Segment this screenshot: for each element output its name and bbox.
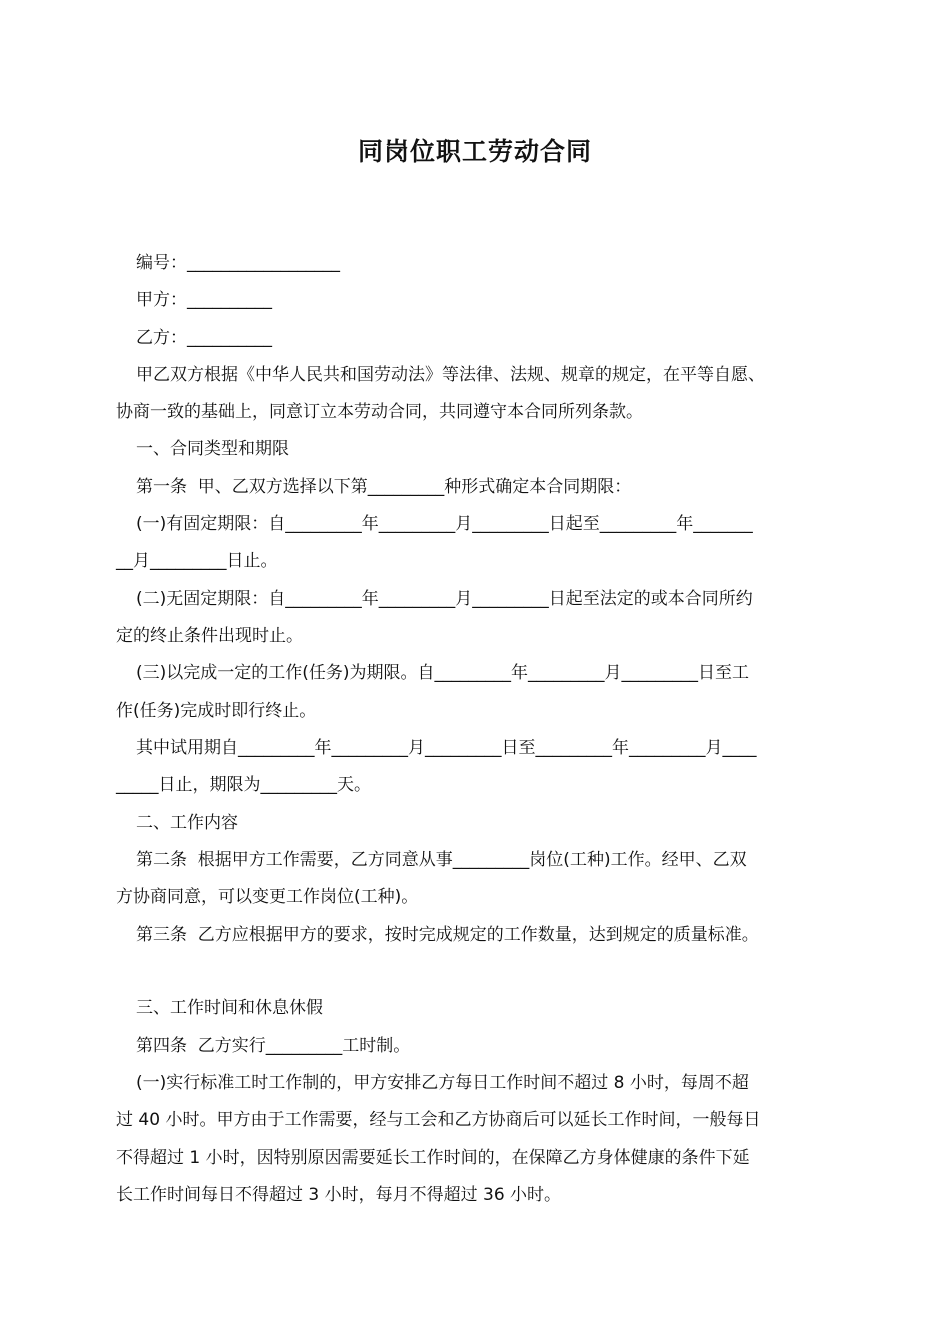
standard-hours-line-4: 长工作时间每日不得超过 3 小时，每月不得超过 36 小时。 (116, 1185, 562, 1205)
task-term-line-1: (三)以完成一定的工作(任务)为期限。自_________年_________月_________日至工 (136, 663, 750, 683)
probation-line-2: _____日止，期限为_________天。 (116, 775, 371, 795)
section-heading-1: 一、合同类型和期限 (136, 439, 289, 459)
preamble-line-1: 甲乙双方根据《中华人民共和国劳动法》等法律、法规、规章的规定，在平等自愿、 (136, 365, 765, 385)
probation-line-1: 其中试用期自_________年_________月_________日至_________年_________月____ (136, 738, 757, 758)
fixed-term-line-1: (一)有固定期限：自_________年_________月_________日起至_________年_______ (136, 514, 753, 534)
section-heading-2: 二、工作内容 (136, 813, 238, 833)
article-1-line: 第一条 甲、乙双方选择以下第_________种形式确定本合同期限： (136, 477, 632, 497)
section-heading-3: 三、工作时间和休息休假 (136, 998, 323, 1018)
preamble-line-2: 协商一致的基础上，同意订立本劳动合同，共同遵守本合同所列条款。 (116, 402, 643, 422)
task-term-line-2: 作(任务)完成时即行终止。 (116, 701, 317, 721)
article-4-line: 第四条 乙方实行_________工时制。 (136, 1036, 411, 1056)
party-b-line: 乙方：__________ (136, 328, 272, 348)
document-title: 同岗位职工劳动合同 (357, 137, 592, 166)
standard-hours-line-1: (一)实行标准工时工作制的，甲方安排乙方每日工作时间不超过 8 小时，每周不超 (136, 1073, 749, 1093)
article-2-line-1: 第二条 根据甲方工作需要，乙方同意从事_________岗位(工种)工作。经甲、乙双 (136, 850, 747, 870)
fixed-term-line-2: __月_________日止。 (116, 551, 278, 571)
standard-hours-line-2: 过 40 小时。甲方由于工作需要，经与工会和乙方协商后可以延长工作时间，一般每日 (116, 1110, 761, 1130)
open-term-line-1: (二)无固定期限：自_________年_________月_________日起至法定的或本合同所约 (136, 589, 753, 609)
contract-number-line: 编号：__________________ (136, 253, 340, 273)
open-term-line-2: 定的终止条件出现时止。 (116, 626, 303, 646)
article-2-line-2: 方协商同意，可以变更工作岗位(工种)。 (116, 887, 419, 907)
standard-hours-line-3: 不得超过 1 小时，因特别原因需要延长工作时间的，在保障乙方身体健康的条件下延 (116, 1148, 750, 1168)
party-a-line: 甲方：__________ (136, 290, 272, 310)
article-3-line: 第三条 乙方应根据甲方的要求，按时完成规定的工作数量，达到规定的质量标准。 (136, 925, 759, 945)
